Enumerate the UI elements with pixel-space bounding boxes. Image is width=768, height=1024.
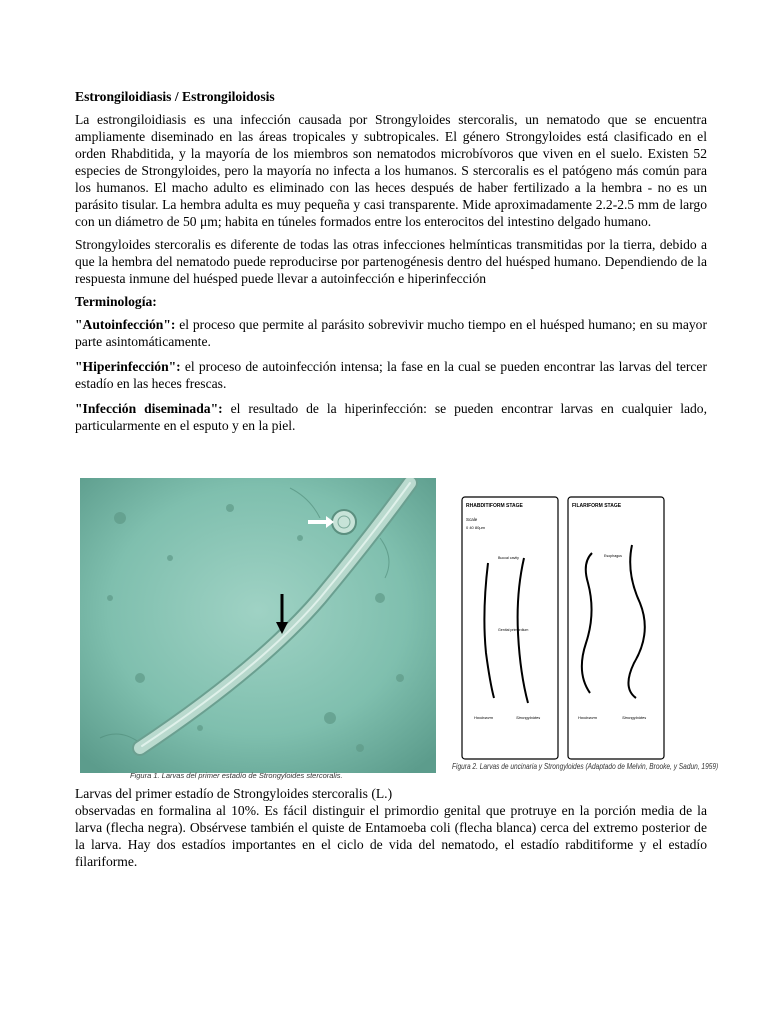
page-title: Estrongiloidiasis / Estrongiloidosis xyxy=(75,89,275,104)
intro-paragraph: La estrongiloidiasis es una infección causada por Strongyloides stercoralis, un nematodo que se encuentra ampliamente diseminado en las áreas tropicales y subtropicales. El género Strongyloides está clasificado en el orden Rhabditida, y la mayoría de los miembros son nematodos microbívoros que viven en el suelo. Existen 52 especies de Strongyloides, pero la mayoría no infecta a los humanos. S stercoralis es el patógeno más común para los humanos. El macho adulto es eliminado con las heces después de haber fertilizado a la hembra - no es un parásito tisular. La hembra adulta es muy pequeña y casi transparente. Mide aproximadamente 2.2-2.5 mm de largo con un diámetro de 50 μm; habita en túneles formados entre los enterocitos del intestino delgado humano. xyxy=(75,112,707,229)
term-definition: el resultado de la hiperinfección: se pueden encontrar larvas en cualquier lado, particularmente en el esputo y en la piel. xyxy=(75,401,708,433)
larvae-diagram xyxy=(454,493,694,763)
term-definition: el proceso que permite al parásito sobrevivir mucho tiempo en el huésped humano; en su mayor parte asintomáticamente. xyxy=(75,317,707,349)
scale-values: 0 40 80μm xyxy=(466,525,485,530)
figure-description xyxy=(75,785,707,870)
term-definition: el proceso de autoinfección intensa; la fase en la cual se pueden encontrar las larvas del tercer estadío en las heces frescas. xyxy=(75,359,707,391)
label-genital: Genital primordium xyxy=(498,628,529,632)
term-label: "Autoinfección": xyxy=(75,317,176,332)
panel-left-title: RHABDITIFORM STAGE xyxy=(466,503,523,509)
scale-label: Scale xyxy=(466,517,478,522)
document-body xyxy=(75,88,707,442)
label-strongyloides-left: Strongyloides xyxy=(516,715,541,720)
description-paragraph: observadas en formalina al 10%. Es fácil distinguir el primordio genital que protruye en la porción media de la larva (flecha negra). Obsérvese también el quiste de Entamoeba coli (flecha blanca) cerca del extremo posterior de la larva. Hay dos estadíos importantes en el ciclo de vida del nematodo, el estadío rabditiforme y el estadío filariforme. xyxy=(75,803,707,869)
label-esophagus: Esophagus xyxy=(604,554,622,558)
panel-right-title: FILARIFORM STAGE xyxy=(572,503,622,509)
label-buccal: Buccal cavity xyxy=(498,556,519,560)
figure1-caption: Figura 1. Larvas del primer estadío de Strongyloides stercoralis. xyxy=(130,771,343,780)
figures-row xyxy=(80,478,720,784)
term-hyperinfection xyxy=(75,358,707,392)
second-paragraph: Strongyloides stercoralis es diferente de todas las otras infecciones helmínticas transmitidas por la tierra, debido a que la hembra del nematodo puede reproducirse por partenogénesis dentro del huésped humano. Dependiendo de la respuesta inmune del huésped puede llevar a autoinfección e hiperinfección xyxy=(75,237,707,286)
term-label: "Infección diseminada": xyxy=(75,401,223,416)
larva-micrograph xyxy=(80,478,436,773)
term-label: "Hiperinfección": xyxy=(75,359,181,374)
description-line1: Larvas del primer estadío de Strongyloides stercoralis (L.) xyxy=(75,786,393,801)
figure2-caption: Figura 2. Larvas de uncinaria y Strongyloides (Adaptado de Melvin, Brooke, y Sadun, 1959) xyxy=(452,762,719,771)
term-disseminated-infection xyxy=(75,400,707,434)
label-hookworm-left: Hookworm xyxy=(474,715,494,720)
label-hookworm-right: Hookworm xyxy=(578,715,598,720)
terminology-heading: Terminología: xyxy=(75,294,157,309)
label-strongyloides-right: Strongyloides xyxy=(622,715,647,720)
term-autoinfection xyxy=(75,316,707,350)
